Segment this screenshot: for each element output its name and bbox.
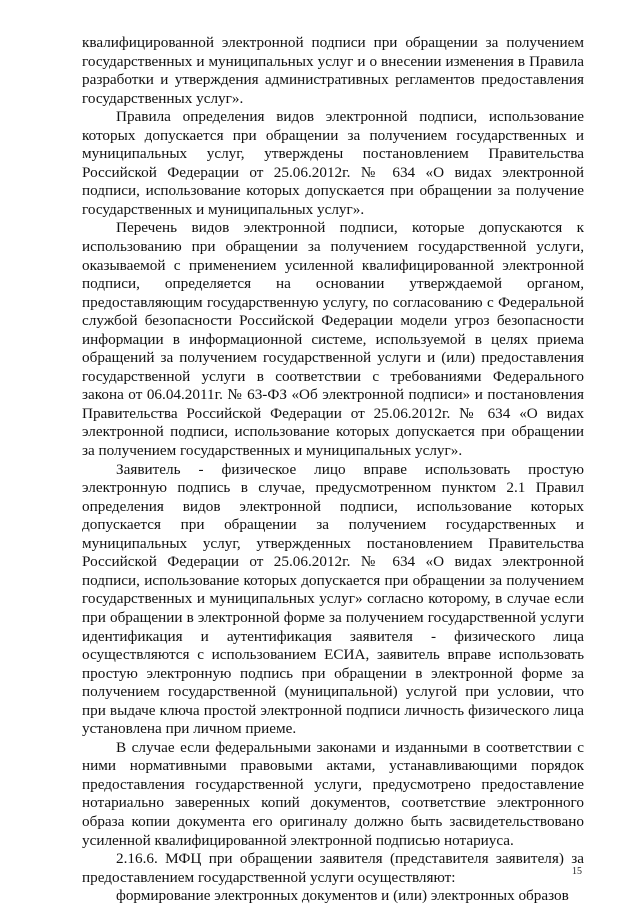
paragraph-signature-types-list: Перечень видов электронной подписи, которые допускаются к использованию при обращении за получением государственной услуги, оказываемой с применением усиленной квалифицированной электронной подписи, определяется на основании утверждаемой органом, предоставляющим государственную услугу, по согласованию с Федеральной службой безопасности Российской Федерации модели угроз безопасности информации в информационной системе, используемой в целях приема обращений за получением государственной услуги и (или) предоставления государственной услуги в соответствии с требованиями Федерального закона от 06.04.2011г. № 63-ФЗ «Об электронной подписи» и постановления Правительства Российской Федерации от 25.06.2012г. № 634 «О видах электронной подписи, использование которых допускается при обращении за получением государственных и муниципальных услуг». [82,219,584,460]
paragraph-applicant-simple-signature: Заявитель - физическое лицо вправе использовать простую электронную подпись в случае, предусмотренном пунктом 2.1 Правил определения видов электронной подписи, использование которых допускается при обращении за получением государственных и муниципальных услуг, утвержденных постановлением Правительства Российской Федерации от 25.06.2012г. № 634 «О видах электронной подписи, использование которых допускается при обращении за получением государственных и муниципальных услуг» согласно которому, в случае если при обращении в электронной форме за получением государственной услуги идентификация и аутентификация заявителя - физического лица осуществляются с использованием ЕСИА, заявитель вправе использовать простую электронную подпись при обращении в электронной форме за получением государственной (муниципальной) услугой при условии, что при выдаче ключа простой электронной подписи личность физического лица установлена при личном приеме. [82,460,584,738]
paragraph-mfc-section: 2.16.6. МФЦ при обращении заявителя (представителя заявителя) за предоставлением государственной услуги осуществляют: [82,850,584,886]
paragraph-signature-rules: Правила определения видов электронной подписи, использование которых допускается при обращении за получением государственных и муниципальных услуг, утверждены постановлением Правительства Российской Федерации от 25.06.2012г. № 634 «О видах электронной подписи, использование которых допускается при обращении за получение государственных и муниципальных услуг». [82,108,584,218]
page-number: 15 [572,866,582,877]
paragraph-electronic-documents: формирование электронных документов и (или) электронных образов [116,887,569,905]
paragraph-notarized-copies: В случае если федеральными законами и изданными в соответствии с ними нормативными правовыми актами, устанавливающими порядок предоставления государственной услуги, предусмотрено предоставление нотариально заверенных копий документов, соответствие электронного образа копии документа его оригиналу должно быть засвидетельствовано усиленной квалифицированной электронной подписью нотариуса. [82,738,584,849]
paragraph-continuation: квалифицированной электронной подписи при обращении за получением государственных и муниципальных услуг и о внесении изменения в Правила разработки и утверждения административных регламентов предоставления государственных услуг». [82,34,584,107]
document-text-body [82,34,584,906]
